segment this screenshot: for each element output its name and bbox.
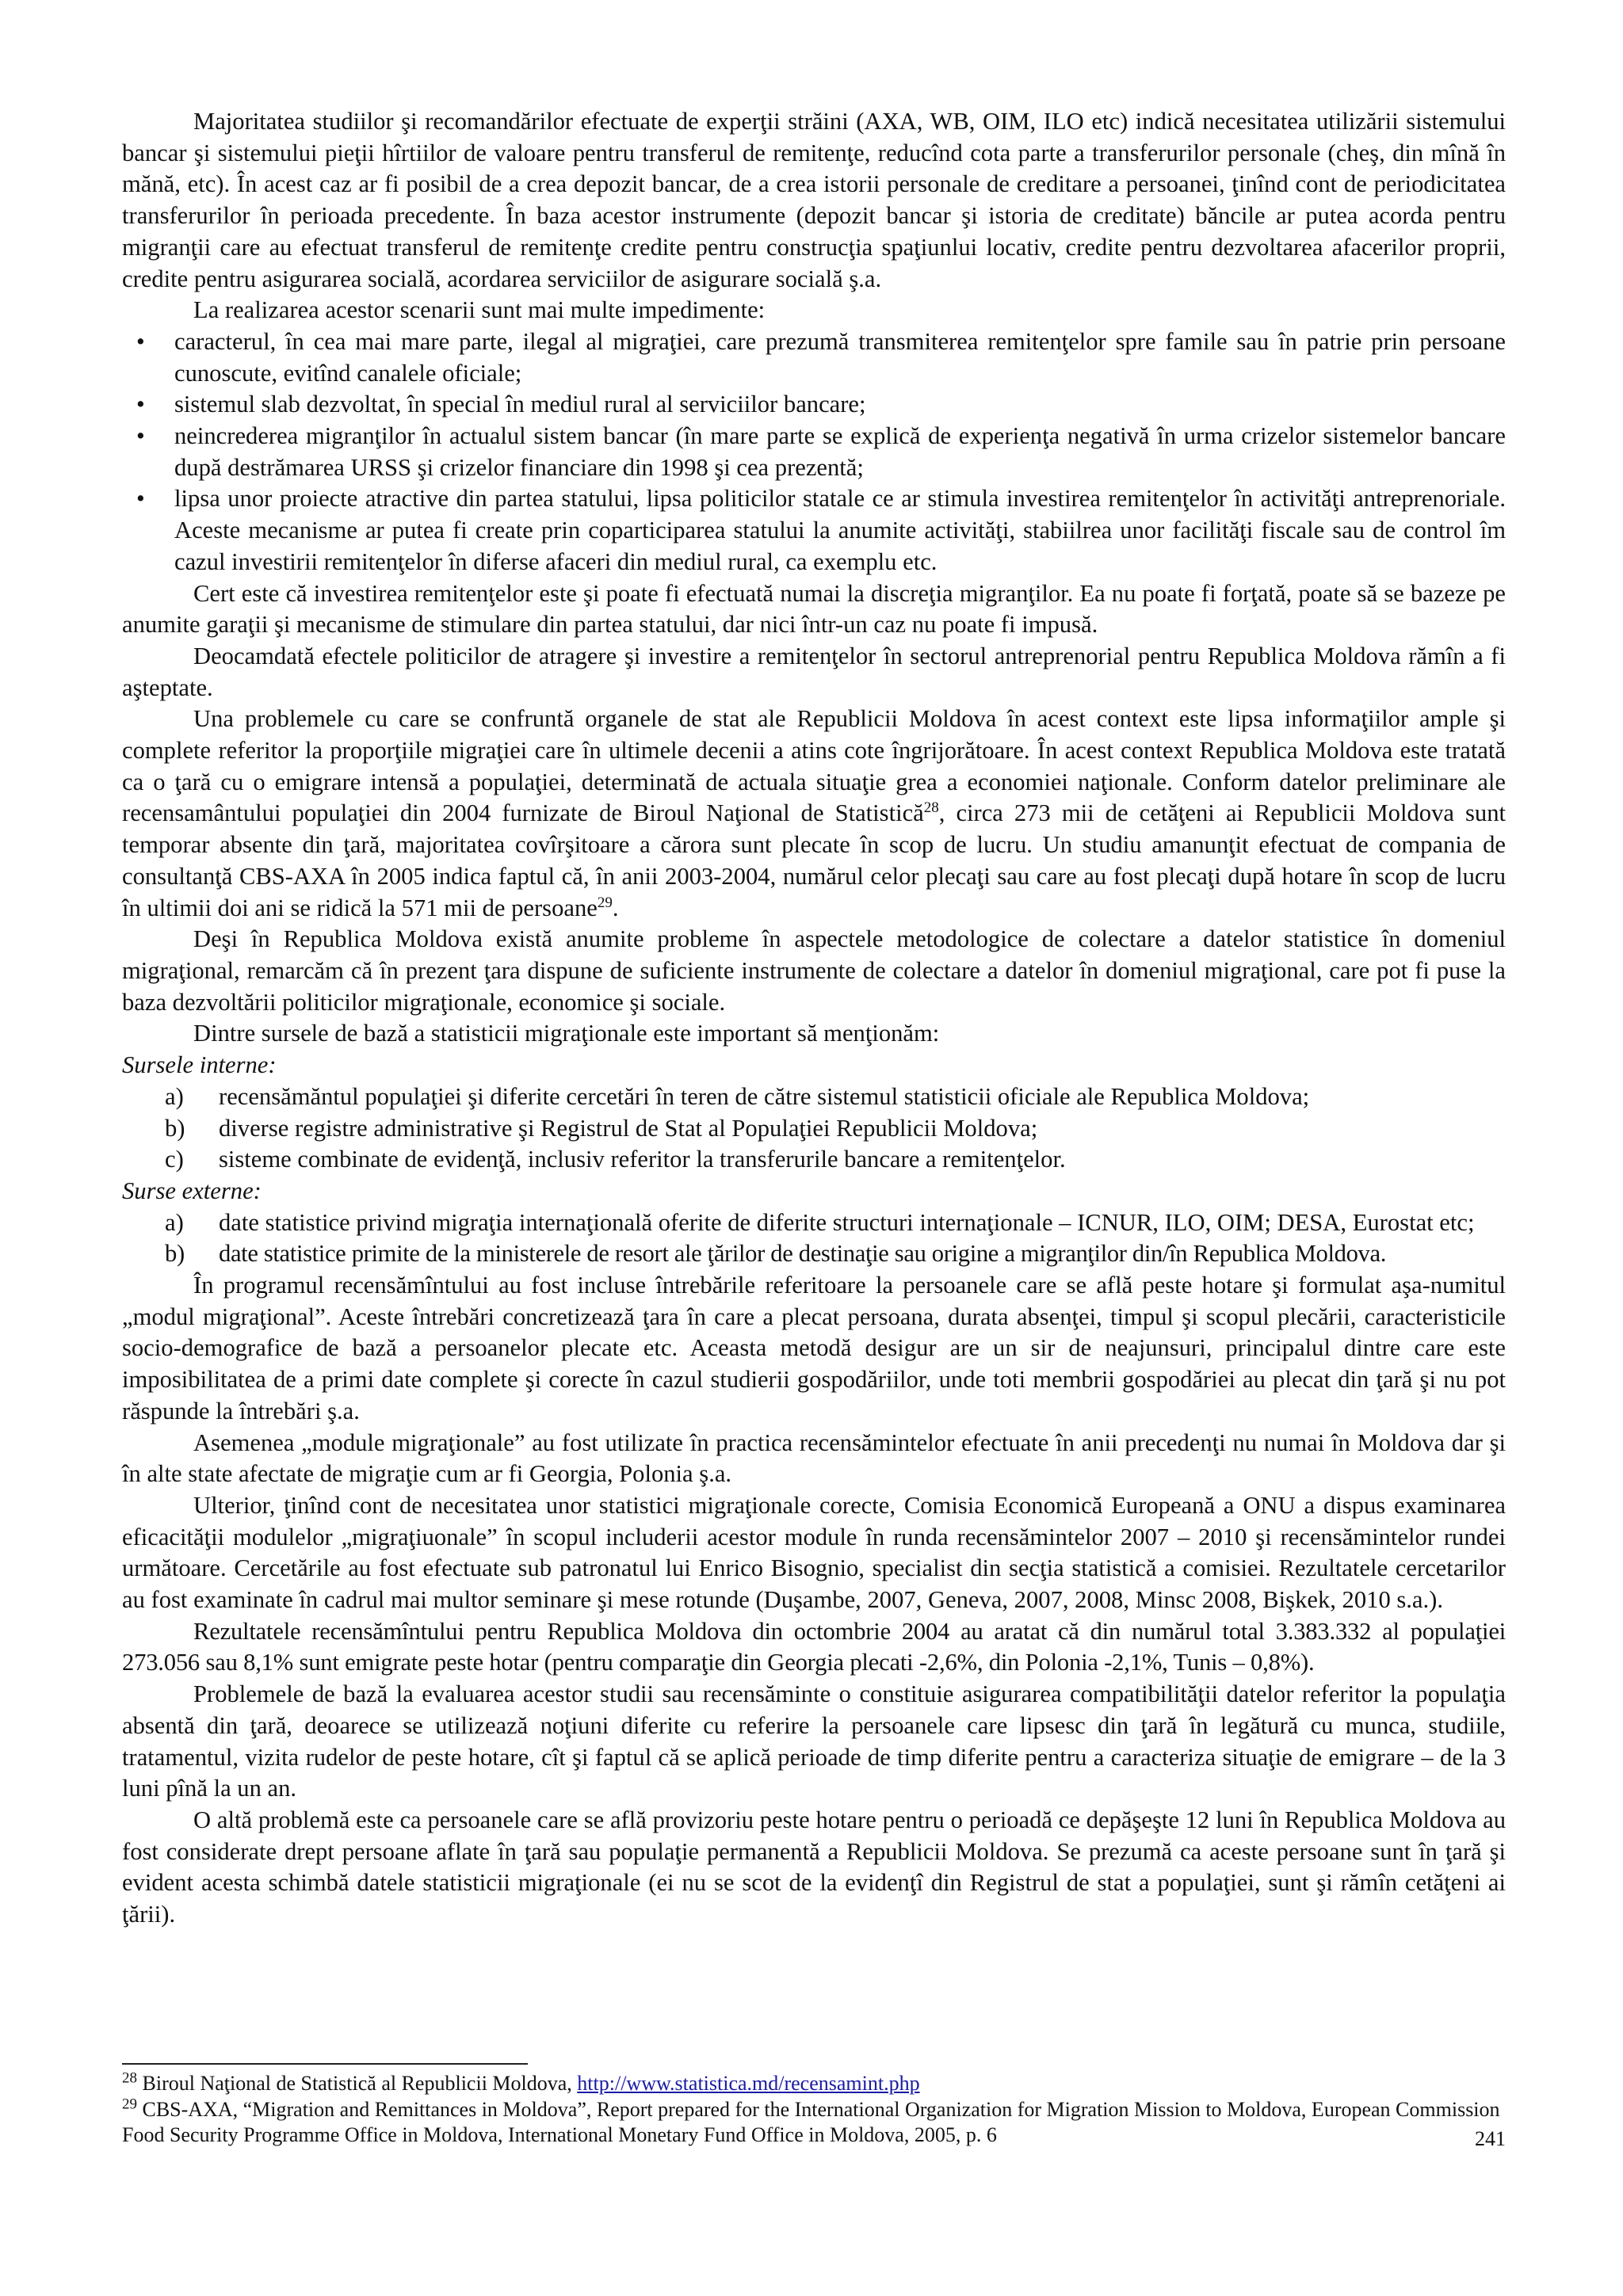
paragraph (122, 704, 1506, 924)
footnote-ref-29[interactable]: 29 (597, 894, 613, 911)
impediments-list (122, 326, 1506, 578)
list-marker: a) (165, 1082, 184, 1110)
text-run: , circa 273 mii de cetăţeni ai Republicii Moldova sunt temporar absente din ţară, majoritatea covîrşitoare a cărora sunt plecate în scop de lucru. Un studiu amanunţit efectuat de compania de consultanţă CBS-AXA în 2005 indica faptul că, în anii 2003-2004, numărul celor plecaţi sau care au fost plecaţi după hotare în scop de lucru în ultimii doi ani se ridică la 571 mii de persoane (122, 799, 1506, 921)
paragraph: Ulterior, ţinînd cont de necesitatea unor statistici migraţionale corecte, Comisia Economică Europeană a ONU a dispus examinarea eficacităţii modulelor „migraţiuonale” în scopul includerii acestor module în runda recensămintelor 2007 – 2010 şi recensămintelor rundei următoare. Cercetările au fost efectuate sub patronatul lui Enrico Bisognio, specialist din secţia statistică a comisiei. Rezultatele cercetarilor au fost examinate în cadrul mai multor seminare şi mese rotunde (Duşambe, 2007, Geneva, 2007, 2008, Minsc 2008, Bişkek, 2010 s.a.). (122, 1491, 1506, 1614)
footnote-28 (122, 2071, 1506, 2097)
footnote-ref-28[interactable]: 28 (923, 799, 939, 817)
paragraph: Asemenea „module migraţionale” au fost utilizate în practica recensămintelor efectuate în anii precedenţi nu numai în Moldova dar şi în alte state afectate de migraţie cum ar fi Georgia, Polonia ş.a. (122, 1428, 1506, 1488)
paragraph: Dintre sursele de bază a statisticii migraţionale este important să menţionăm: (193, 1020, 940, 1047)
paragraph: În programul recensămîntului au fost incluse întrebările referitoare la persoanele care se află peste hotare şi formulat aşa-numitul „modul migraţional”. Aceste întrebări concretizează ţara în care a plecat persoana, durata absenţei, timpul şi scopul plecării, caracteristicile socio-demografice de bază a persoanelor plecate etc. Aceasta metodă desigur are un sir de neajunsuri, principalul dintre care este imposibilitatea de a primi date complete şi corecte în cazul studierii gospodăriilor, unde toti membrii gospodăriei au plecat din ţară şi nu pot răspunde la întrebări ş.a. (122, 1272, 1506, 1425)
external-sources-heading: Surse externe: (122, 1177, 262, 1204)
paragraph: La realizarea acestor scenarii sunt mai multe impedimente: (193, 296, 766, 324)
footnote-text: Biroul Naţional de Statistică al Republicii Moldova, (137, 2072, 578, 2095)
list-marker: b) (165, 1240, 185, 1268)
paragraph: Problemele de bază la evaluarea acestor studii sau recensăminte o constituie asigurarea compatibilităţii datelor referitor la populaţia absentă din ţară, deoarece se utilizează noţiuni diferite cu referire la persoanele care lipsesc din ţară în legătură cu munca, studiile, tratamentul, vizita rudelor de peste hotare, cît şi faptul că se aplică perioade de timp diferite pentru a caracteriza situaţie de emigrare – de la 3 luni pînă la un an. (122, 1680, 1506, 1802)
external-sources-list (122, 1207, 1506, 1270)
paragraph: O altă problemă este ca persoanele care se află provizoriu peste hotare pentru o perioadă ce depăşeşte 12 luni în Republica Moldova au fost considerate drept persoane aflate în ţară sau populaţie permanentă a Republicii Moldova. Se prezumă ca aceste persoane sunt în ţară şi evident acesta schimbă datele statisticii migraţionale (ei nu se scot de la evidenţî din Registrul de stat a populaţiei, sunt şi rămîn cetăţeni ai ţării). (122, 1806, 1506, 1928)
list-text: date statistice primite de la ministerele de resort ale ţărilor de destinaţie sau origine a migranţilor din/în Republica Moldova. (219, 1240, 1387, 1268)
footnote-text: CBS-AXA, “Migration and Remittances in Moldova”, Report prepared for the International Organization for Migration Mission to Moldova, European Commission Food Security Programme Office in Moldova, International Monetary Fund Office in Moldova, 2005, p. 6 (122, 2097, 1500, 2146)
footnote-separator (122, 2063, 528, 2065)
paragraph: Deşi în Republica Moldova există anumite probleme în aspectele metodologice de colectare a datelor statistice în domeniul migraţional, remarcăm că în prezent ţara dispune de suficiente instrumente de colectare a datelor în domeniul migraţional, care pot fi puse la baza dezvoltării politicilor migraţionale, economice şi sociale. (122, 925, 1506, 1016)
list-item (122, 1238, 1506, 1270)
list-item (122, 1113, 1506, 1145)
list-item: • lipsa unor proiecte atractive din partea statului, lipsa politicilor statale ce ar stimula investirea remitenţelor în activităţi antreprenoriale. Aceste mecanisme ar putea fi create prin coparticiparea statului la anumite activităţi, stabiilrea unor facilităţi fiscale sau de control îm cazul investirii remitenţelor în diferse afaceri din mediul rural, ca exemplu etc. (122, 483, 1506, 578)
list-item (122, 1081, 1506, 1113)
paragraph: Cert este că investirea remitenţelor este şi poate fi efectuată numai la discreţia migranţilor. Ea nu poate fi forţată, poate să se bazeze pe anumite garaţii şi mecanisme de stimulare din partea statului, dar nici într-un caz nu poate fi impusă. (122, 579, 1506, 639)
footnote-number: 29 (122, 2095, 137, 2112)
list-text: recensămăntul populaţiei şi diferite cercetări în teren de către sistemul statisticii oficiale ale Republica Moldova; (219, 1082, 1310, 1110)
list-marker: a) (165, 1208, 184, 1236)
list-item: • caracterul, în cea mai mare parte, ilegal al migraţiei, care prezumă transmiterea remitenţelor spre famile sau în patrie prin persoane cunoscute, evitînd canalele oficiale; (122, 326, 1506, 389)
page-number: 241 (1475, 2127, 1506, 2150)
list-item: • sistemul slab dezvoltat, în special în mediul rural al serviciilor bancare; (122, 389, 1506, 421)
paragraph: Majoritatea studiilor şi recomandărilor efectuate de experţii străini (AXA, WB, OIM, ILO etc) indică necesitatea utilizării sistemului bancar şi sistemului pieţii hîrtiilor de valoare pentru transferul de remitenţe, reducînd cota parte a transferurilor personale (cheş, din mînă în mănă, etc). În acest caz ar fi posibil de a crea depozit bancar, de a crea istorii personale de creditare a persoanei, ţinînd cont de periodicitatea transferurilor în perioada precedente. În baza acestor instrumente (depozit bancar şi istoria de creditate) băncile ar putea acorda pentru migranţii care au efectuat transferul de remitenţe credite pentru construcţia spaţiunlui locativ, credite pentru dezvoltarea afacerilor proprii, credite pentru asigurarea socială, acordarea serviciilor de asigurare socială ş.a. (122, 108, 1506, 292)
statistica-link[interactable]: http://www.statistica.md/recensamint.php (577, 2072, 920, 2095)
list-text: sisteme combinate de evidenţă, inclusiv referitor la transferurile bancare a remitenţelor. (219, 1146, 1066, 1173)
footnote-number: 28 (122, 2069, 137, 2087)
list-marker: b) (165, 1114, 185, 1142)
list-item (122, 1144, 1506, 1176)
internal-sources-heading: Sursele interne: (122, 1051, 277, 1079)
list-text: diverse registre administrative şi Registrul de Stat al Populaţiei Republicii Moldova; (219, 1114, 1038, 1142)
paragraph: Deocamdată efectele politicilor de atragere şi investire a remitenţelor în sectorul antreprenorial pentru Republica Moldova rămîn a fi aşteptate. (122, 642, 1506, 701)
list-item: • neincrederea migranţilor în actualul sistem bancar (în mare parte se explică de experienţa negativă în urma crizelor sistemelor bancare după destrămarea URSS şi crizelor financiare din 1998 şi cea prezentă; (122, 421, 1506, 483)
list-text: date statistice privind migraţia internaţională oferite de diferite structuri internaţionale – ICNUR, ILO, OIM; DESA, Eurostat etc; (219, 1208, 1475, 1236)
list-marker: c) (165, 1146, 184, 1173)
paragraph: Rezultatele recensămîntului pentru Republica Moldova din octombrie 2004 au aratat că din numărul total 3.383.332 al populaţiei 273.056 sau 8,1% sunt emigrate peste hotar (pentru comparaţie din Georgia plecati -2,6%, din Polonia -2,1%, Tunis – 0,8%). (122, 1617, 1506, 1676)
internal-sources-list (122, 1081, 1506, 1176)
text-run: Una problemele cu care se confruntă organele de stat ale Republicii Moldova în acest context este lipsa informaţiilor ample şi complete referitor la proporţiile migraţiei care în ultimele decenii a atins cote îngrijorătoare. În acest context Republica Moldova este tratată ca o ţară cu o emigrare intensă a populaţiei, determinată de actuala situaţie grea a economiei naţionale. Conform datelor preliminare ale recensamântului populaţiei din 2004 furnizate de Biroul Naţional de Statistică (122, 705, 1506, 827)
document-body (122, 106, 1506, 1931)
list-item (122, 1207, 1506, 1239)
text-run: . (612, 894, 619, 921)
footnotes (122, 2071, 1506, 2149)
footnote-29 (122, 2097, 1506, 2149)
